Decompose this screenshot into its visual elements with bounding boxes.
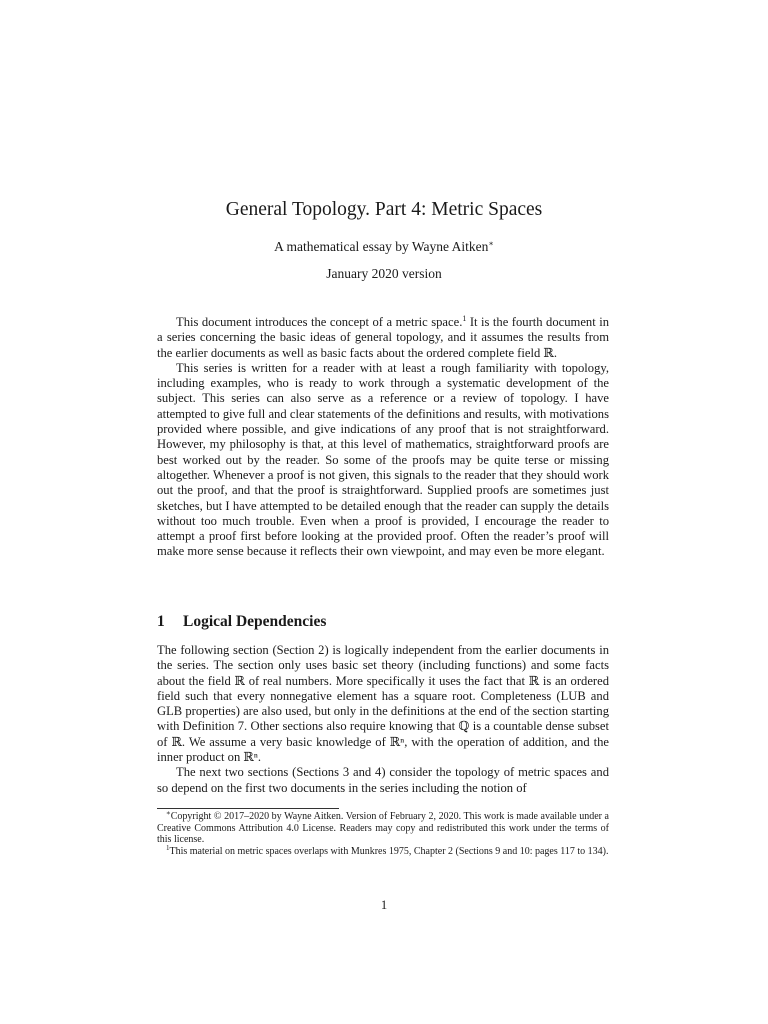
page-number: 1 bbox=[380, 898, 388, 912]
footnote-star-mark: ∗ bbox=[166, 809, 171, 817]
section-1-paragraph-2: The next two sections (Sections 3 and 4) consider the topology of metric spaces and so depend on the first two documents in the series including the notion of bbox=[157, 765, 609, 795]
intro-paragraph-1 bbox=[157, 315, 609, 361]
footnote-rule bbox=[157, 808, 339, 809]
author-text: A mathematical essay by Wayne Aitken bbox=[274, 239, 489, 254]
section-heading bbox=[157, 612, 326, 632]
author-footnote-mark: ∗ bbox=[488, 239, 494, 248]
intro-p1-text-b: It is the fourth document in a series concerning the basic ideas of general topology, and it assumes the results from the earlier documents as well as basic facts about the ordered complete field ℝ. bbox=[157, 315, 609, 360]
footnote-1-mark: 1 bbox=[166, 843, 170, 852]
footnotes bbox=[157, 811, 609, 857]
introduction bbox=[157, 315, 609, 560]
section-1-paragraph-1: The following section (Section 2) is logically independent from the earlier documents in the series. The section only uses basic set theory (including functions) and some facts about the field ℝ of real numbers. More specifically it uses the fact that ℝ is an ordered field such that every nonnegative element has a square root. Completeness (LUB and GLB properties) are also used, but only in the definitions at the end of the section starting with Definition 7. Other sections also require knowing that ℚ is a countable dense subset of ℝ. We assume a very basic knowledge of ℝⁿ, with the operation of addition, and the inner product on ℝⁿ. bbox=[157, 643, 609, 765]
section-number: 1 bbox=[157, 613, 165, 630]
footnote-ref-1: 1 bbox=[462, 314, 467, 323]
paper-title: General Topology. Part 4: Metric Spaces bbox=[225, 199, 543, 220]
author-line bbox=[0, 238, 768, 256]
footnote-star-text: Copyright © 2017–2020 by Wayne Aitken. Version of February 2, 2020. This work is made available under a Creative Commons Attribution 4.0 License. Readers may copy and redistributed this work under the terms of this license. bbox=[157, 811, 609, 846]
section-title: Logical Dependencies bbox=[183, 613, 327, 630]
footnote-copyright bbox=[157, 811, 609, 846]
intro-p1-text-a: This document introduces the concept of a metric space. bbox=[176, 315, 463, 329]
section-1-body bbox=[157, 643, 609, 796]
footnote-1 bbox=[157, 843, 609, 858]
intro-paragraph-2: This series is written for a reader with at least a rough familiarity with topology, including examples, who is ready to work through a systematic development of the subject. This series can also serve as a reference or a review of topology. I have attempted to give full and clear statements of the definitions and results, with motivations provided where possible, and give indications of any proof that is not straightforward. However, my philosophy is that, at this level of mathematics, straightforward proofs are best worked out by the reader. So some of the proofs may be quite terse or missing altogether. Whenever a proof is not given, this signals to the reader that they should work out the proof, and that the proof is straightforward. Supplied proofs are sometimes just sketches, but I have attempted to be detailed enough that the reader can supply the details without too much trouble. Even when a proof is provided, I encourage the reader to attempt a proof first before looking at the provided proof. Often the reader’s proof will make more sense because it reflects their own viewpoint, and may even be more elegant. bbox=[157, 360, 609, 559]
footnote-1-text: This material on metric spaces overlaps with Munkres 1975, Chapter 2 (Sections 9 and 10: pages 117 to 134). bbox=[169, 845, 609, 857]
document-date: January 2020 version bbox=[326, 266, 442, 281]
